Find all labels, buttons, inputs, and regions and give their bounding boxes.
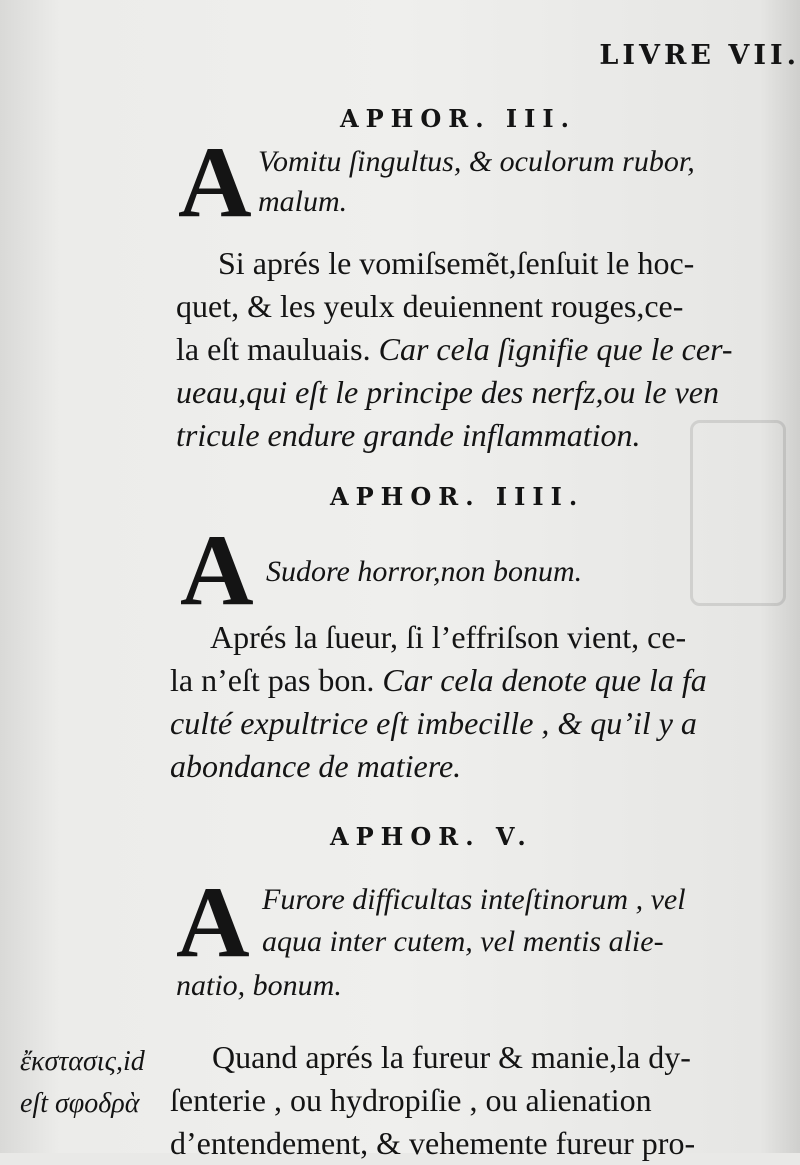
aphorism-5-heading: APHOR. V. — [330, 822, 533, 851]
aphorism-4-latin-line-1: Sudore horror,non bonum. — [266, 555, 583, 588]
aphorism-3-commentary-line-2: tricule endure grande inflammation. — [176, 417, 641, 453]
running-title: LIVRE VII. — [599, 40, 800, 71]
aphorism-3-heading: APHOR. III. — [340, 104, 576, 133]
aphorism-3-commentary-start: Car cela ſignifie que le cer- — [378, 331, 733, 367]
aphorism-4-initial: A — [180, 514, 254, 627]
aphorism-3-initial: A — [178, 126, 252, 239]
aphorism-3-latin-line-1: Vomitu ſingultus, & oculorum rubor, — [258, 145, 695, 178]
show-through-ornament — [690, 420, 786, 606]
aphorism-5-latin-line-2: aqua inter cutem, vel mentis alie- — [262, 925, 664, 958]
aphorism-5-french-line-1: Quand aprés la fureur & manie,la dy- — [212, 1039, 691, 1075]
aphorism-3-french-line-1: Si aprés le vomiſsemẽt,ſenſuit le hoc- — [218, 245, 695, 281]
aphorism-3-latin-line-2: malum. — [258, 185, 348, 218]
aphorism-3-french-line-3 — [176, 328, 733, 371]
aphorism-5-french-line-3: d’entendement, & vehemente fureur pro- — [170, 1125, 696, 1161]
aphorism-5-latin-line-1: Furore difficultas inteſtinorum , vel — [262, 883, 686, 916]
aphorism-5-initial: A — [176, 866, 250, 979]
aphorism-4-commentary-start: Car cela denote que la fa — [382, 662, 707, 698]
margin-note-line-2: eſt σφοδρὰ — [20, 1088, 140, 1119]
aphorism-4-french-text: la n’eſt pas bon. — [170, 662, 375, 698]
aphorism-3-commentary-line-1: ueau,qui eſt le principe des nerfz,ou le ven — [176, 374, 719, 410]
aphorism-5-latin-line-3: natio, bonum. — [176, 969, 342, 1002]
aphorism-3-french-line-2: quet, & les yeulx deuiennent rouges,ce- — [176, 288, 684, 324]
aphorism-3-french-text: la eſt mauluais. — [176, 331, 371, 367]
aphorism-4-french-line-1: Aprés la ſueur, ſi l’effriſson vient, ce- — [210, 619, 687, 655]
aphorism-5-french-line-2: ſenterie , ou hydropiſie , ou alienation — [170, 1082, 652, 1118]
margin-note-line-1: ἔκστασις,id — [20, 1046, 145, 1077]
aphorism-4-heading: APHOR. IIII. — [330, 482, 585, 511]
aphorism-4-commentary-line-1: culté expultrice eſt imbecille , & qu’il y a — [170, 705, 697, 741]
aphorism-4-french-line-2 — [170, 659, 707, 702]
aphorism-4-commentary-line-2: abondance de matiere. — [170, 748, 462, 784]
